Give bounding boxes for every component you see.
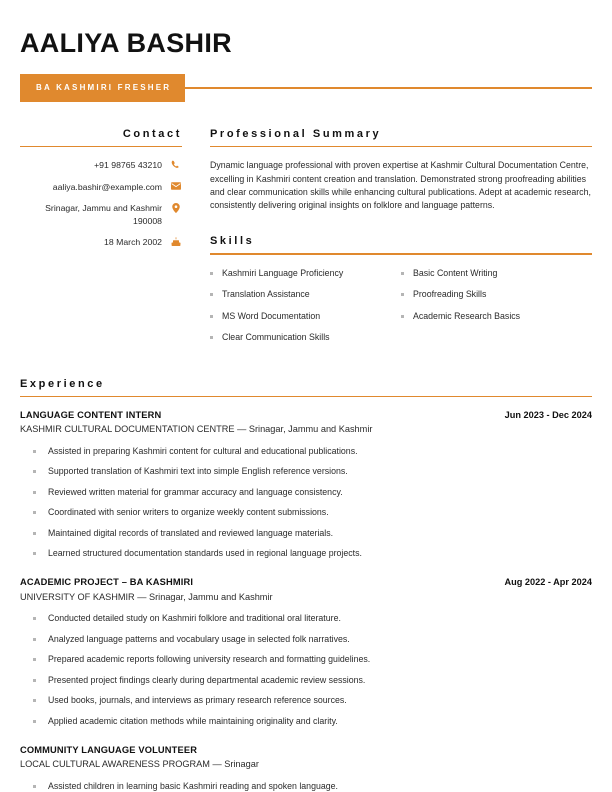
experience-bullet-text: Supported translation of Kashmiri text into simple English reference versions. xyxy=(48,466,348,477)
header-divider-rule xyxy=(185,87,592,89)
experience-section xyxy=(20,377,592,792)
bullet-marker-icon xyxy=(33,638,36,641)
bullet-marker-icon xyxy=(33,785,36,788)
experience-bullet xyxy=(20,715,592,727)
experience-bullet-text: Prepared academic reports following university research and formatting guidelines. xyxy=(48,654,371,665)
contact-item-birthdate xyxy=(20,236,182,249)
contact-item-location xyxy=(20,202,182,227)
job-title-badge: BA KASHMIRI FRESHER xyxy=(20,74,185,102)
experience-bullet xyxy=(20,653,592,665)
skills-heading: Skills xyxy=(210,235,255,248)
job-title-row xyxy=(20,74,592,102)
experience-entry-header xyxy=(20,409,592,422)
experience-bullets xyxy=(20,445,592,560)
experience-bullet-text: Coordinated with senior writers to organize weekly content submissions. xyxy=(48,507,329,518)
experience-date: Jun 2023 - Dec 2024 xyxy=(504,409,592,420)
bullet-marker-icon xyxy=(33,720,36,723)
bullet-marker-icon xyxy=(33,699,36,702)
skill-item xyxy=(210,310,401,322)
bullet-marker-icon xyxy=(33,470,36,473)
experience-bullet-text: Maintained digital records of translated and reviewed language materials. xyxy=(48,527,334,538)
experience-organization: UNIVERSITY OF KASHMIR — Srinagar, Jammu and Kashmir xyxy=(20,591,273,602)
bullet-marker-icon xyxy=(210,336,213,339)
skill-label: Proofreading Skills xyxy=(413,289,487,300)
skill-item xyxy=(210,267,401,279)
bullet-marker-icon xyxy=(33,552,36,555)
experience-bullet xyxy=(20,486,592,498)
experience-bullet-text: Conducted detailed study on Kashmiri folklore and traditional oral literature. xyxy=(48,613,341,624)
bullet-marker-icon xyxy=(33,532,36,535)
skill-item xyxy=(210,331,401,343)
contact-section xyxy=(20,127,182,258)
experience-bullet xyxy=(20,780,592,792)
skills-section xyxy=(210,234,592,352)
right-column xyxy=(210,127,592,353)
experience-bullet-text: Assisted children in learning basic Kashmiri reading and spoken language. xyxy=(48,780,338,791)
skills-columns xyxy=(210,267,592,353)
experience-heading-rule xyxy=(20,396,592,397)
experience-bullet-text: Presented project findings clearly during departmental academic review sessions. xyxy=(48,674,366,685)
experience-bullet xyxy=(20,633,592,645)
experience-role: COMMUNITY LANGUAGE VOLUNTEER xyxy=(20,744,198,755)
experience-entry-header xyxy=(20,744,592,757)
bullet-marker-icon xyxy=(33,658,36,661)
summary-heading-rule xyxy=(210,146,592,147)
skills-heading-rule xyxy=(210,253,592,254)
experience-entry xyxy=(20,576,592,727)
experience-bullet xyxy=(20,547,592,559)
skill-label: Academic Research Basics xyxy=(413,310,521,321)
experience-organization: KASHMIR CULTURAL DOCUMENTATION CENTRE — Srinagar, Jammu and Kashmir xyxy=(20,424,373,435)
birthday-cake-icon xyxy=(169,236,182,247)
skill-label: Basic Content Writing xyxy=(413,267,498,278)
envelope-icon xyxy=(169,181,182,190)
skill-item xyxy=(210,288,401,300)
contact-phone-text: +91 98765 43210 xyxy=(94,160,162,171)
experience-bullet xyxy=(20,445,592,457)
summary-section xyxy=(210,127,592,212)
experience-date: Aug 2022 - Apr 2024 xyxy=(504,577,592,588)
skill-item xyxy=(401,288,592,300)
bullet-marker-icon xyxy=(401,293,404,296)
bullet-marker-icon xyxy=(401,315,404,318)
experience-bullet xyxy=(20,506,592,518)
skill-label: MS Word Documentation xyxy=(222,310,321,321)
experience-bullet xyxy=(20,612,592,624)
location-pin-icon xyxy=(169,202,182,213)
experience-bullets xyxy=(20,612,592,727)
experience-entry xyxy=(20,409,592,560)
experience-bullets xyxy=(20,780,592,792)
experience-entry xyxy=(20,744,592,792)
bullet-marker-icon xyxy=(33,491,36,494)
skills-column-right xyxy=(401,267,592,353)
skill-label: Kashmiri Language Proficiency xyxy=(222,267,344,278)
bullet-marker-icon xyxy=(33,450,36,453)
experience-organization: LOCAL CULTURAL AWARENESS PROGRAM — Srinagar xyxy=(20,759,259,770)
skill-item xyxy=(401,267,592,279)
upper-columns xyxy=(20,127,592,353)
experience-bullet-text: Applied academic citation methods while maintaining originality and clarity. xyxy=(48,715,338,726)
skills-column-left xyxy=(210,267,401,353)
contact-birthdate-text: 18 March 2002 xyxy=(104,237,162,248)
skill-item xyxy=(401,310,592,322)
bullet-marker-icon xyxy=(210,315,213,318)
experience-bullet-text: Reviewed written material for grammar accuracy and language consistency. xyxy=(48,486,343,497)
bullet-marker-icon xyxy=(401,272,404,275)
phone-icon xyxy=(169,159,182,169)
contact-item-email xyxy=(20,181,182,194)
contact-item-phone xyxy=(20,159,182,172)
experience-bullet xyxy=(20,674,592,686)
candidate-name: AALIYA BASHIR xyxy=(20,28,232,58)
experience-bullet-text: Learned structured documentation standards used in regional language projects. xyxy=(48,548,362,559)
contact-email-text: aaliya.bashir@example.com xyxy=(52,181,162,192)
experience-bullet xyxy=(20,465,592,477)
summary-heading: Professional Summary xyxy=(210,128,382,140)
contact-location-text: Srinagar, Jammu and Kashmir 190008 xyxy=(45,203,162,226)
experience-bullet-text: Assisted in preparing Kashmiri content for cultural and educational publications. xyxy=(48,445,358,456)
experience-entry-header xyxy=(20,576,592,589)
skill-label: Translation Assistance xyxy=(222,289,310,300)
bullet-marker-icon xyxy=(33,617,36,620)
experience-role: ACADEMIC PROJECT – BA KASHMIRI xyxy=(20,577,194,588)
experience-heading: Experience xyxy=(20,377,105,390)
experience-bullet-text: Analyzed language patterns and vocabulary usage in selected folk narratives. xyxy=(48,633,350,644)
experience-role: LANGUAGE CONTENT INTERN xyxy=(20,409,162,420)
bullet-marker-icon xyxy=(33,511,36,514)
contact-heading: Contact xyxy=(122,128,182,140)
experience-bullet-text: Used books, journals, and interviews as primary research reference sources. xyxy=(48,695,347,706)
skill-label: Clear Communication Skills xyxy=(222,332,330,343)
bullet-marker-icon xyxy=(210,293,213,296)
bullet-marker-icon xyxy=(33,679,36,682)
summary-text: Dynamic language professional with proven expertise at Kashmir Cultural Documentation Centre, excelling in Kashmiri content creation and translation. Demonstrated strong proofreading abilities and clear communication skills while enhancing cultural publications. Adept at academic research, consistently delivering original insights on folklore and language patterns. xyxy=(210,160,591,210)
experience-bullet xyxy=(20,694,592,706)
contact-heading-rule xyxy=(20,146,182,147)
bullet-marker-icon xyxy=(210,272,213,275)
experience-bullet xyxy=(20,527,592,539)
